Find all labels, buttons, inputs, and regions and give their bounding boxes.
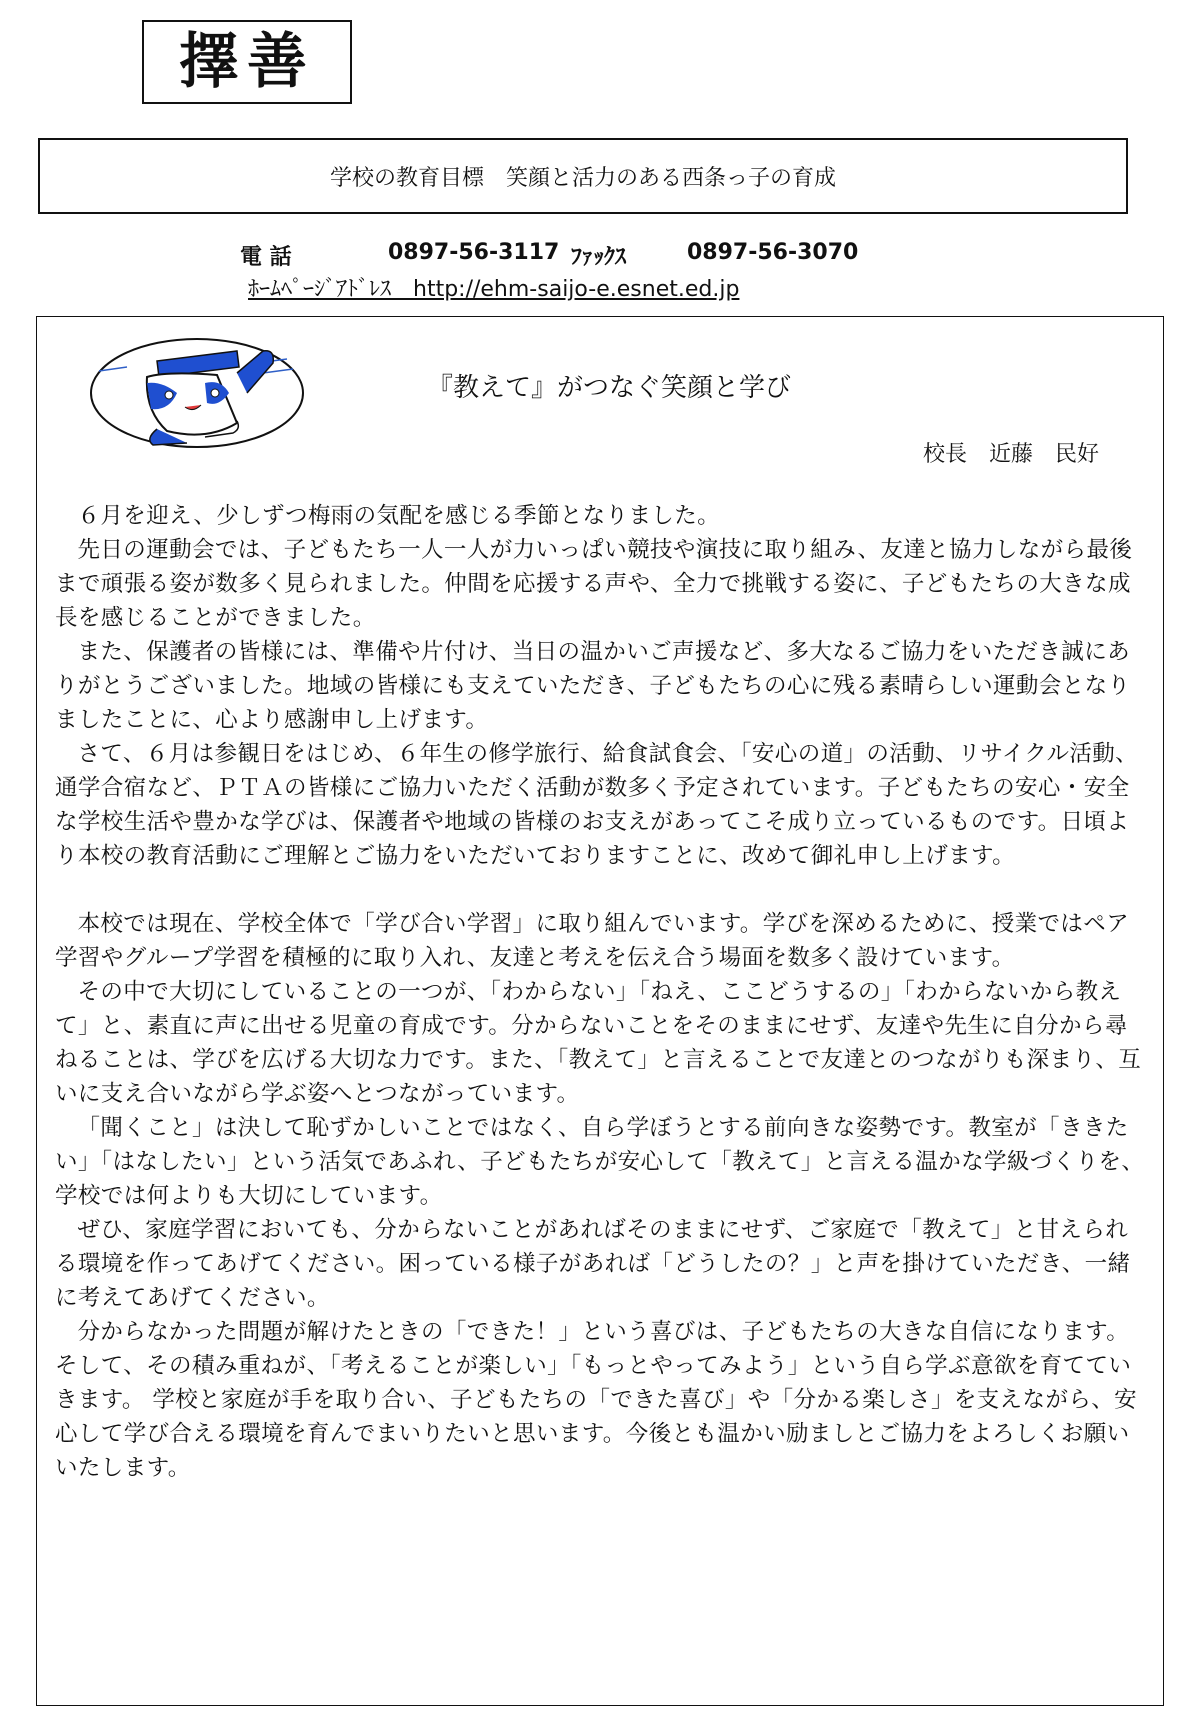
paragraph: また、保護者の皆様には、準備や片付け、当日の温かいご声援など、多大なるご協力をいただき誠にありがとうございました。地域の皆様にも支えていただき、子どもたちの心に残る素晴らしい運動会となりましたことに、心より感謝申し上げます。 (55, 639, 1131, 733)
school-goal-box (38, 138, 1128, 214)
paragraph: 先日の運動会では、子どもたち一人一人が力いっぱい競技や演技に取り組み、友達と協力しながら最後まで頑張る姿が数多く見られました。仲間を応援する声や、全力で挑戦する姿に、子どもたちの大きな成長を感じることができました。 (55, 537, 1133, 631)
paragraph: ぜひ、家庭学習においても、分からないことがあればそのままにせず、ご家庭で「教えて」と甘えられる環境を作ってあげてください。困っている様子があれば「どうしたの？」と声を掛けていただき、一緒に考えてあげてください。 (55, 1217, 1131, 1311)
paragraph: その中で大切にしていることの一つが、「わからない」「ねえ、ここどうするの」「わからないから教えて」と、素直に声に出せる児童の育成です。分からないことをそのままにせず、友達や先生に自分から尋ねることは、学びを広げる大切な力です。また、「教えて」と言えることで友達とのつながりも深まり、互いに支え合いながら学ぶ姿へとつながっています。 (55, 979, 1142, 1107)
article-author: 校長 近藤 民好 (922, 442, 1099, 467)
paragraph: 「聞くこと」は決して恥ずかしいことではなく、自ら学ぼうとする前向きな姿勢です。教室が「ききたい」「はなしたい」という活気であふれ、子どもたちが安心して「教えて」と言える温かな学級づくりを、学校では何よりも大切にしています。 (55, 1115, 1145, 1209)
phone-fax-row (240, 240, 858, 271)
fax-label: ﾌｧｯｸｽ (571, 245, 627, 270)
article-title: 『教えて』がつなぐ笑顔と学び (427, 373, 792, 403)
paragraph: 分からなかった問題が解けたときの「できた！」という喜びは、子どもたちの大きな自信になります。そして、その積み重ねが、「考えることが楽しい」「もっとやってみよう」という自ら学ぶ意欲を育てていきます。 学校と家庭が手を取り合い、子どもたちの「できた喜び」や「分かる楽しさ」を支えながら、安心して学び合える環境を育んでまいりたいと思います。今後とも温かい励ましとご協力をよろしくお願いいたします。 (55, 1319, 1138, 1481)
newsletter-masthead (142, 20, 352, 104)
phone-number: 0897-56-3117 (388, 240, 560, 265)
masthead-title: 擇善 (179, 27, 315, 97)
fax-number: 0897-56-3070 (687, 240, 859, 265)
school-goal-text: 学校の教育目標 笑顔と活力のある西条っ子の育成 (329, 165, 836, 191)
article-body (55, 499, 1145, 1485)
paragraph: 本校では現在、学校全体で「学び合い学習」に取り組んでいます。学びを深めるために、授業ではペア学習やグループ学習を積極的に取り入れ、友達と考えを伝え合う場面を数多く設けています。 (55, 911, 1130, 971)
phone-label: 電 話 (240, 245, 292, 270)
principal-message (36, 316, 1164, 1706)
homepage-link[interactable]: ﾎｰﾑﾍﾟｰｼﾞｱﾄﾞﾚｽ http://ehm-saijo-e.esnet.ed.jp (248, 277, 740, 302)
paragraph: さて、６月は参観日をはじめ、６年生の修学旅行、給食試食会、「安心の道」の活動、リサイクル活動、通学合宿など、ＰＴＡの皆様にご協力いただく活動が数多く予定されています。子どもたちの安心・安全な学校生活や豊かな学びは、保護者や地域の皆様のお支えがあってこそ成り立っているものです。日頃より本校の教育活動にご理解とご協力をいただいておりますことに、改めて御礼申し上げます。 (55, 741, 1139, 869)
paragraph: ６月を迎え、少しずつ梅雨の気配を感じる季節となりました。 (77, 503, 721, 529)
school-mascot-illustration (87, 333, 307, 453)
